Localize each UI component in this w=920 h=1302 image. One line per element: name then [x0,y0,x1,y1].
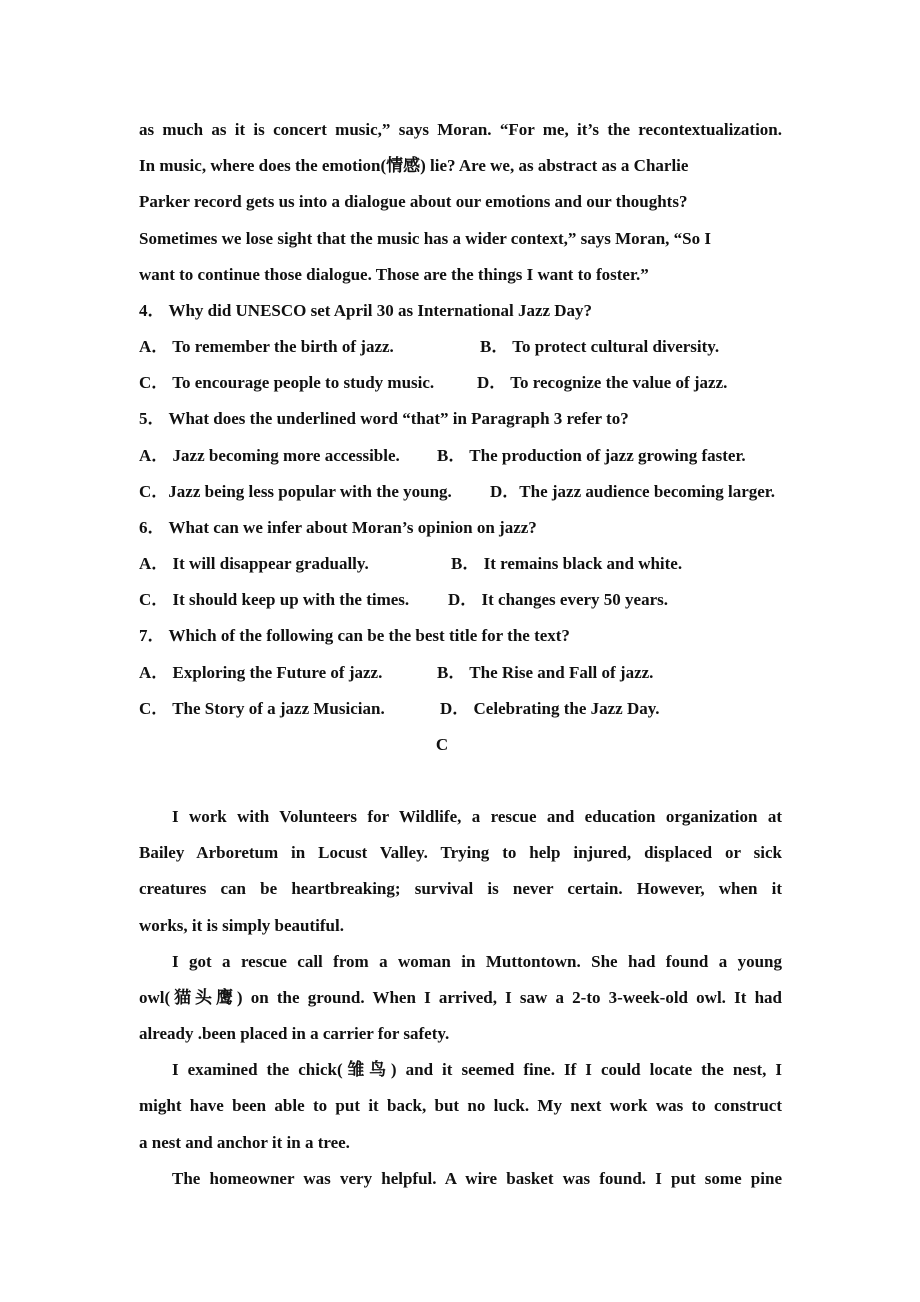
option-c: C．Jazz being less popular with the young. [139,482,452,501]
option-d: D． It changes every 50 years. [448,590,669,609]
text-line: want to continue those dialogue. Those are the things I want to foster.” [139,265,649,284]
option-d: D． Celebrating the Jazz Day. [440,699,660,718]
option-c: C． It should keep up with the times. [139,590,410,609]
text-line: Bailey Arboretum in Locust Valley. Trying to help injured, displaced or sick [139,843,782,862]
text-line: Parker record gets us into a dialogue about our emotions and our thoughts? [139,192,688,211]
question-stem: 5． What does the underlined word “that” in Paragraph 3 refer to? [139,409,629,428]
option-b: B． The production of jazz growing faster. [437,446,746,465]
text-line: In music, where does the emotion(情感) lie? Are we, as abstract as a Charlie [139,156,689,175]
text-line: owl(猫头鹰) on the ground. When I arrived, I saw a 2-to 3-week-old owl. It had [139,988,782,1007]
option-b: B． The Rise and Fall of jazz. [437,663,654,682]
text-line: a nest and anchor it in a tree. [139,1133,350,1152]
text-line: The homeowner was very helpful. A wire basket was found. I put some pine [172,1169,782,1188]
text-line: might have been able to put it back, but no luck. My next work was to construct [139,1096,782,1115]
text-line: I got a rescue call from a woman in Muttontown. She had found a young [172,952,782,971]
text-line: as much as it is concert music,” says Moran. “For me, it’s the recontextualization. [139,120,782,139]
option-d: D．The jazz audience becoming larger. [490,482,776,501]
text-line: already .been placed in a carrier for safety. [139,1024,450,1043]
option-d: D． To recognize the value of jazz. [477,373,728,392]
option-c: C． The Story of a jazz Musician. [139,699,385,718]
text-line: Sometimes we lose sight that the music has a wider context,” says Moran, “So I [139,229,711,248]
section-heading: C [435,735,449,754]
question-stem: 4． Why did UNESCO set April 30 as International Jazz Day? [139,301,593,320]
option-b: B． It remains black and white. [451,554,683,573]
option-a: A． It will disappear gradually. [139,554,369,573]
option-a: A． Jazz becoming more accessible. [139,446,400,465]
text-line: creatures can be heartbreaking; survival is never certain. However, when it [139,879,782,898]
option-a: A． To remember the birth of jazz. [139,337,394,356]
text-line: I work with Volunteers for Wildlife, a rescue and education organization at [172,807,782,826]
option-b: B． To protect cultural diversity. [480,337,720,356]
option-a: A． Exploring the Future of jazz. [139,663,383,682]
question-stem: 7． Which of the following can be the best title for the text? [139,626,570,645]
text-line: works, it is simply beautiful. [139,916,344,935]
question-stem: 6． What can we infer about Moran’s opinion on jazz? [139,518,537,537]
text-line: I examined the chick(雏鸟) and it seemed fine. If I could locate the nest, I [172,1060,782,1079]
option-c: C． To encourage people to study music. [139,373,435,392]
